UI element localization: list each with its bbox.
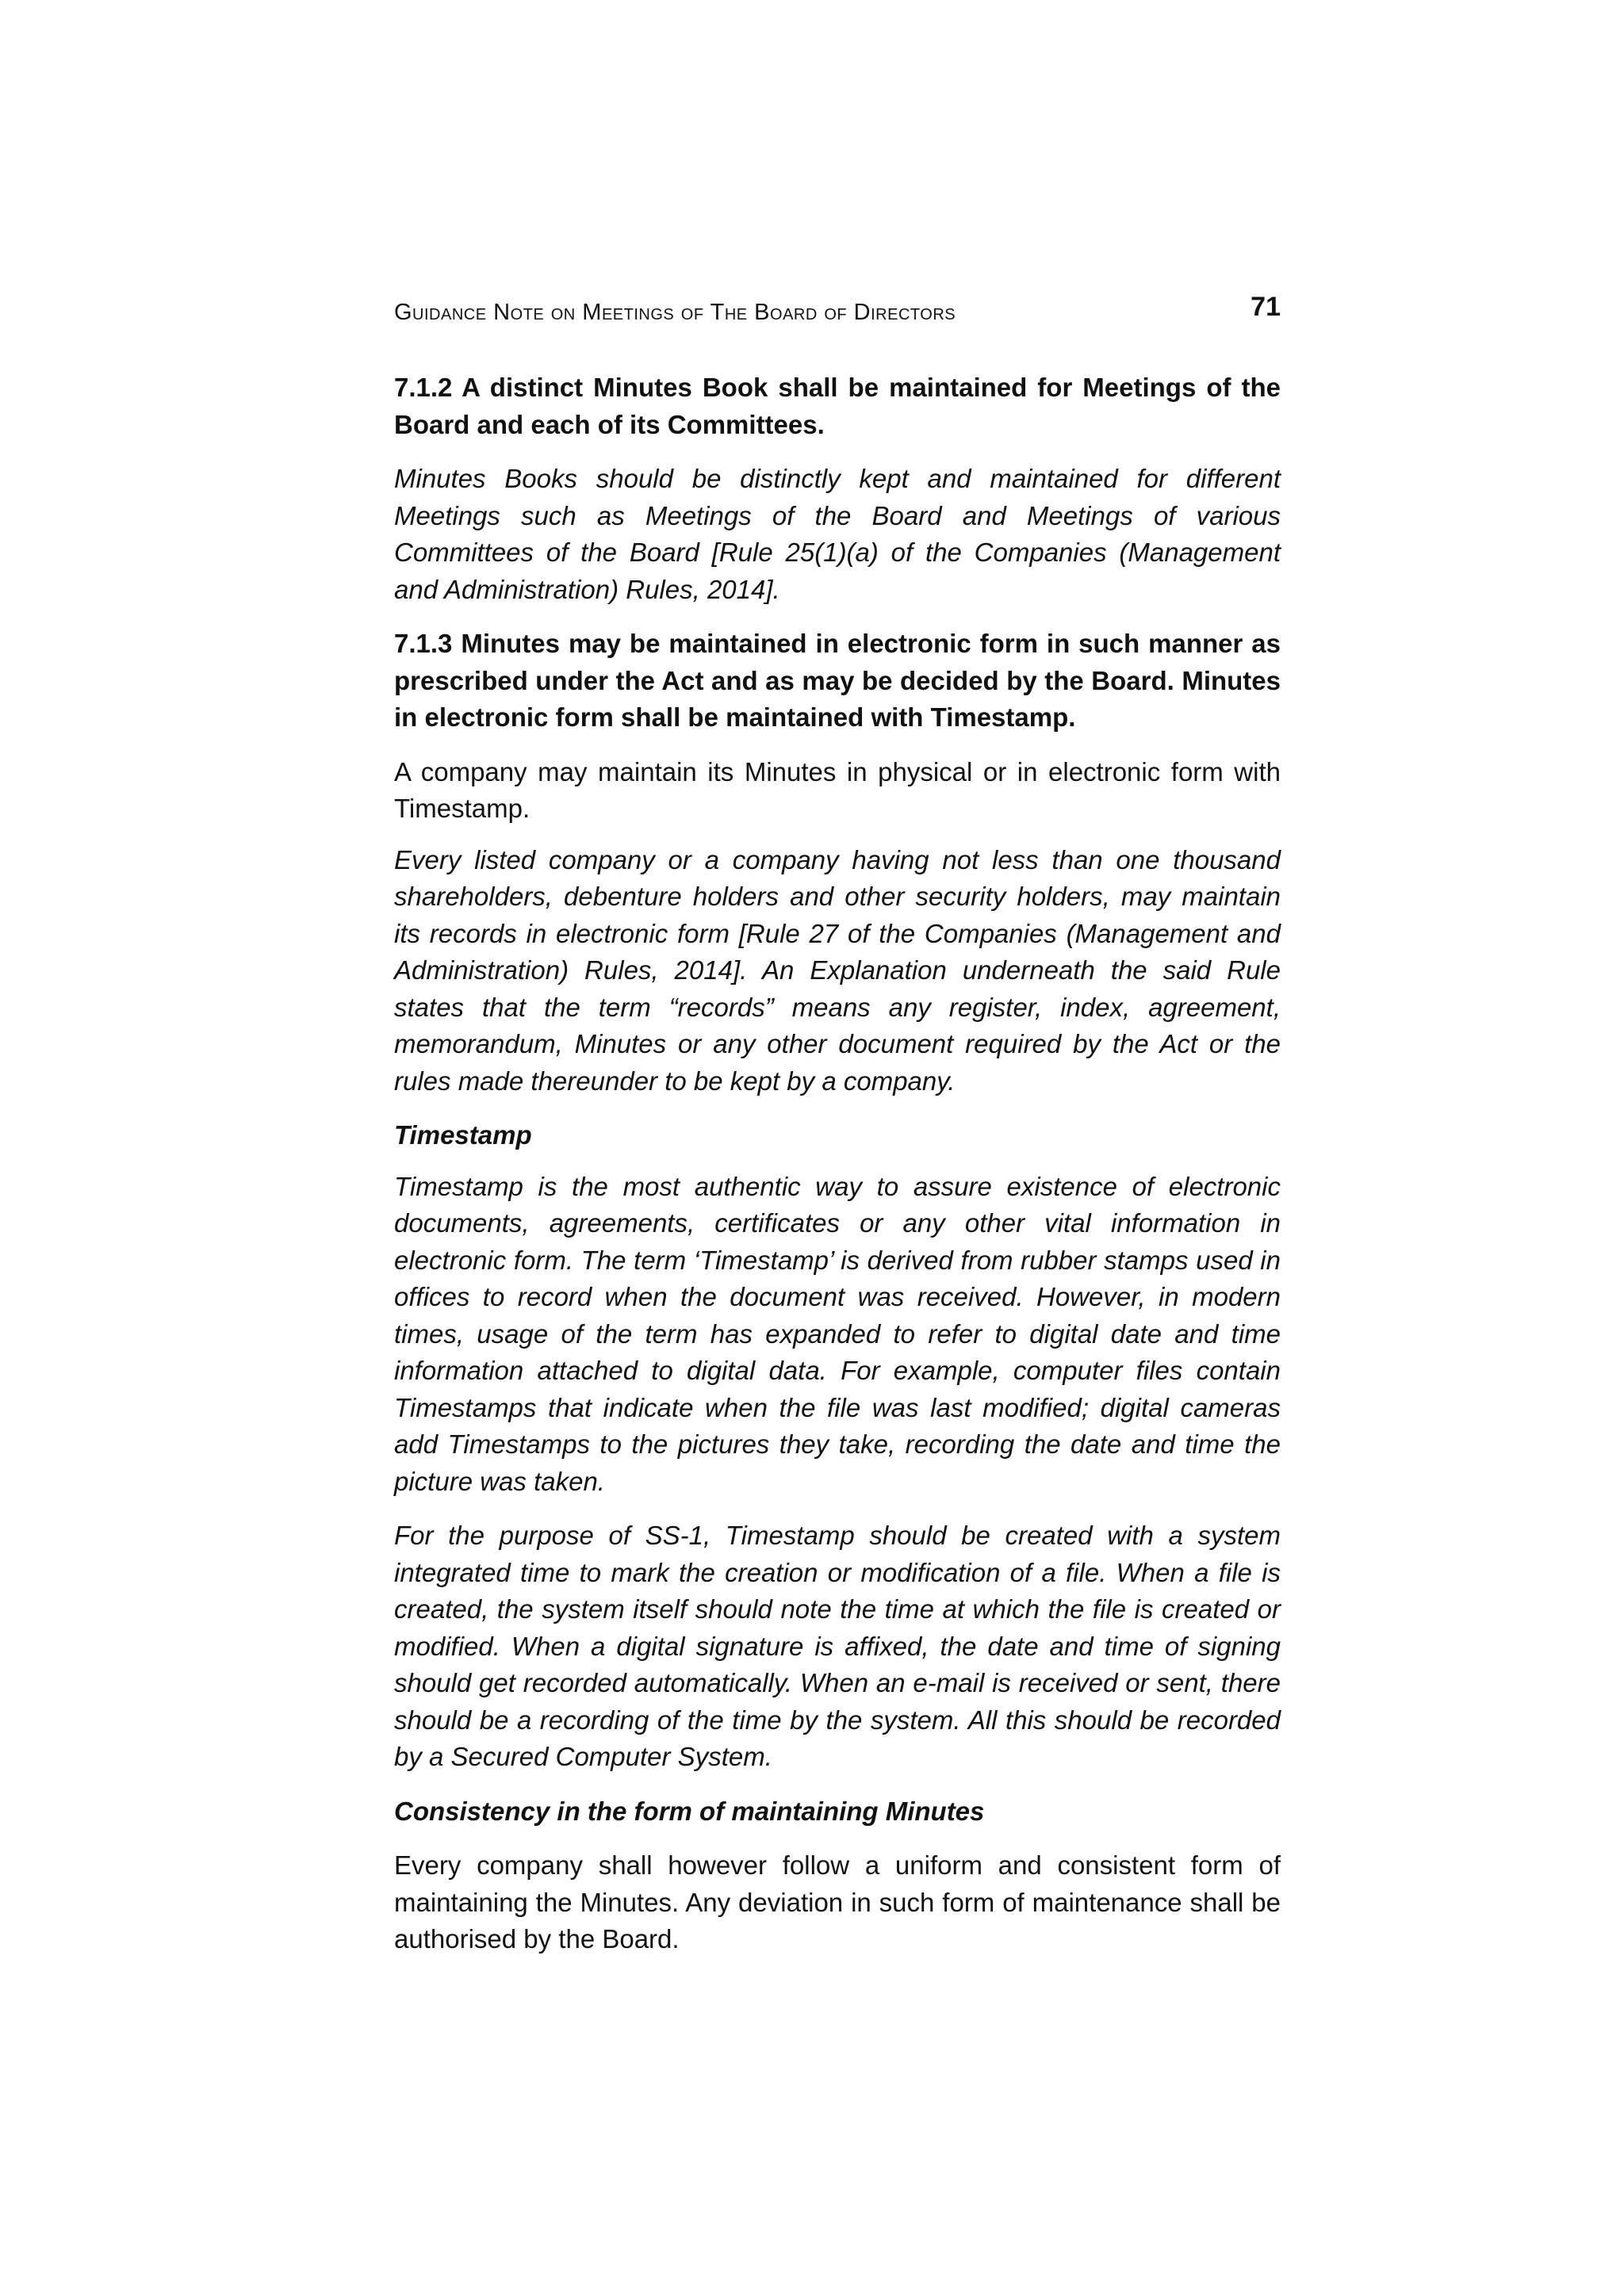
timestamp-paragraph-1: Timestamp is the most authentic way to assure existence of electronic documents, agreements, certificates or any other vital information in electronic form. The term ‘Timestamp’ is derived from rubber stamps used in offices to record when the document was received. However, in modern times, usage of the term has expanded to refer to digital date and time information attached to digital data. For example, computer files contain Timestamps that indicate when the file was last modified; digital cameras add Timestamps to the pictures they take, recording the date and time the picture was taken.: [394, 1171, 1281, 1496]
consistency-paragraph: Every company shall however follow a uniform and consistent form of maintaining the Minutes. Any deviation in such form of maintenance shall be authorised by the Board.: [394, 1850, 1281, 1954]
page-content: [394, 369, 1281, 1958]
section-7-1-3-explanation: A company may maintain its Minutes in physical or in electronic form with Timestamp.: [394, 756, 1281, 823]
section-7-1-3-rule-note: Every listed company or a company having not less than one thousand shareholders, debenture holders and other security holders, may maintain its records in electronic form [Rule 27 of the Companies (Management and Administration) Rules, 2014]. An Explanation underneath the said Rule states that the term “records” means any register, index, agreement, memorandum, Minutes or any other document required by the Act or the rules made thereunder to be kept by a company.: [394, 844, 1281, 1096]
section-7-1-2-heading: 7.1.2 A distinct Minutes Book shall be maintained for Meetings of the Board and each of its Committees.: [394, 373, 1281, 439]
section-7-1-3-heading: 7.1.3 Minutes may be maintained in electronic form in such manner as prescribed under the Act and as may be decided by the Board. Minutes in electronic form shall be maintained with Timestamp.: [394, 629, 1281, 732]
page-number: 71: [1251, 292, 1281, 322]
running-header: [394, 292, 1281, 331]
timestamp-subheading: Timestamp: [394, 1120, 532, 1150]
header-title: Guidance Note on Meetings of The Board of Directors: [394, 300, 956, 325]
section-7-1-2-explanation: Minutes Books should be distinctly kept and maintained for different Meetings such as Meetings of the Board and Meetings of various Committees of the Board [Rule 25(1)(a) of the Companies (Management and Administration) Rules, 2014].: [394, 464, 1281, 604]
timestamp-paragraph-2: For the purpose of SS-1, Timestamp should be created with a system integrated time to mark the creation or modification of a file. When a file is created, the system itself should note the time at which the file is created or modified. When a digital signature is affixed, the date and time of signing should get recorded automatically. When an e-mail is received or sent, there should be a recording of the time by the system. All this should be recorded by a Secured Computer System.: [394, 1521, 1281, 1771]
consistency-subheading: Consistency in the form of maintaining Minutes: [394, 1796, 985, 1826]
